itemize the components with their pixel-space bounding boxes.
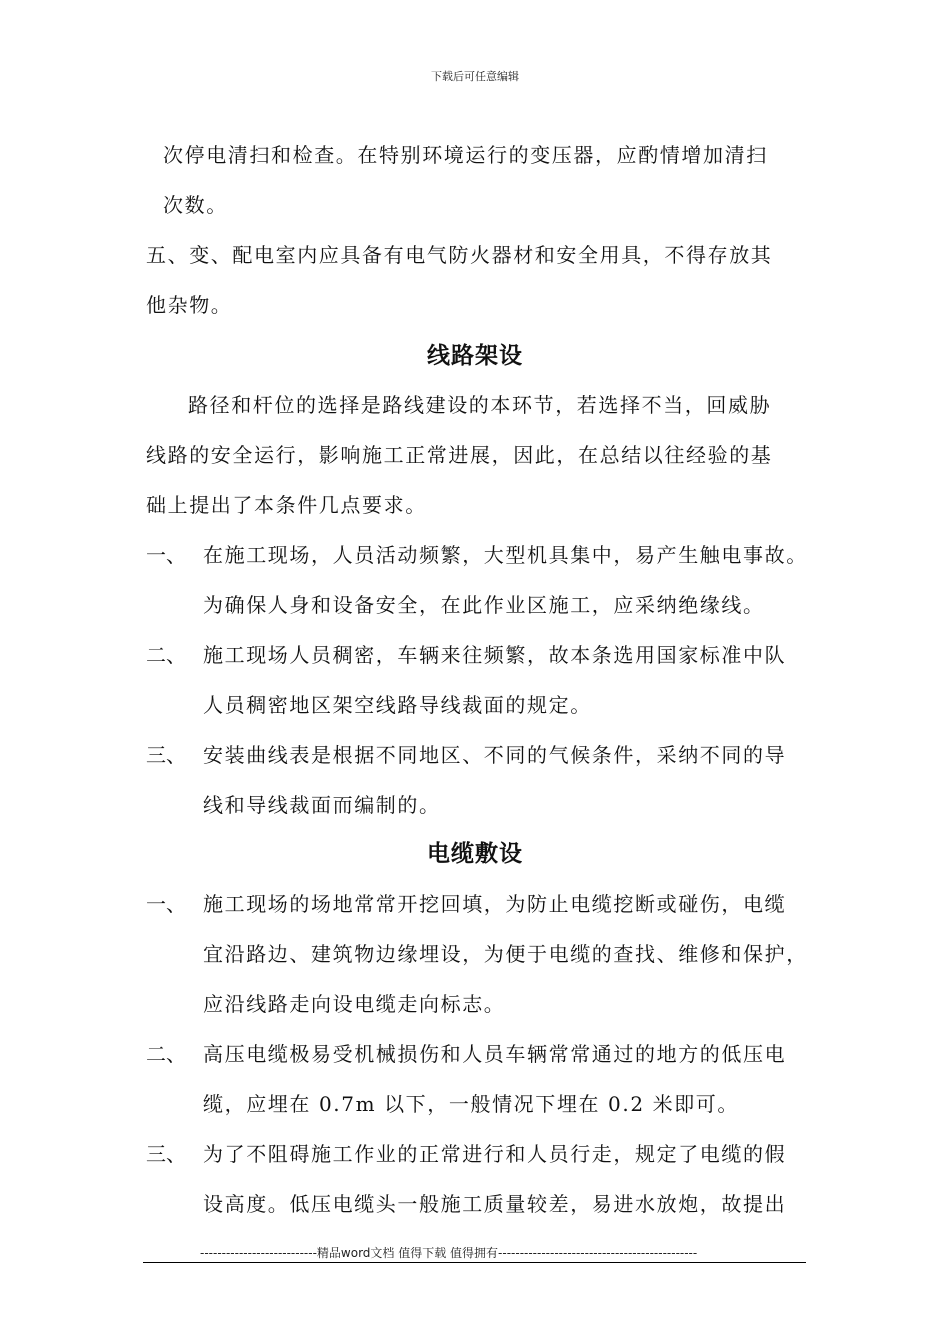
list-item-line: 线和导线裁面而编制的。	[203, 793, 441, 817]
list-item-line: 为了不阻碍施工作业的正常进行和人员行走，规定了电缆的假	[203, 1142, 787, 1166]
footer-rule	[143, 1262, 806, 1263]
list-number: 一、	[146, 543, 186, 567]
paragraph-line: 础上提出了本条件几点要求。	[146, 493, 427, 517]
list-number: 三、	[146, 1142, 186, 1166]
list-number: 二、	[146, 1042, 186, 1066]
page-header: 下载后可任意编辑	[431, 70, 519, 83]
list-item-line: 在施工现场，人员活动频繁，大型机具集中，易产生触电事故。	[203, 543, 808, 567]
paragraph-line: 五、变、配电室内应具备有电气防火器材和安全用具，不得存放其	[146, 243, 773, 267]
paragraph-line: 次停电清扫和检查。在特别环境运行的变压器，应酌情增加清扫	[163, 143, 768, 167]
paragraph-line: 线路的安全运行，影响施工正常进展，因此，在总结以往经验的基	[146, 443, 773, 467]
paragraph-line: 次数。	[163, 193, 228, 217]
list-item-line: 宜沿路边、建筑物边缘埋设，为便于电缆的查找、维修和保护，	[203, 942, 808, 966]
list-item-line: 施工现场人员稠密，车辆来往频繁，故本条选用国家标准中队	[203, 643, 787, 667]
section-title-cable-laying: 电缆敷设	[427, 841, 523, 867]
list-item-line: 施工现场的场地常常开挖回填，为防止电缆挖断或碰伤，电缆	[203, 892, 787, 916]
list-item-line: 安装曲线表是根据不同地区、不同的气候条件，采纳不同的导	[203, 743, 787, 767]
page-footer: ---------------------------精品word文档 值得下载 值得拥有----------------------------------------------	[200, 1246, 698, 1260]
list-item-line: 人员稠密地区架空线路导线裁面的规定。	[203, 693, 592, 717]
list-item-line: 设高度。低压电缆头一般施工质量较差，易进水放炮，故提出	[203, 1192, 787, 1216]
list-item-line: 高压电缆极易受机械损伤和人员车辆常常通过的地方的低压电	[203, 1042, 787, 1066]
section-title-line-erection: 线路架设	[427, 343, 523, 369]
list-number: 一、	[146, 892, 186, 916]
list-number: 三、	[146, 743, 186, 767]
paragraph-line: 路径和杆位的选择是路线建设的本环节，若选择不当，回威胁	[188, 393, 772, 417]
list-number: 二、	[146, 643, 186, 667]
list-item-line: 应沿线路走向设电缆走向标志。	[203, 992, 506, 1016]
paragraph-line: 他杂物。	[146, 293, 233, 317]
list-item-line: 为确保人身和设备安全，在此作业区施工，应采纳绝缘线。	[203, 593, 765, 617]
list-item-line: 缆，应埋在 0.7m 以下，一般情况下埋在 0.2 米即可。	[203, 1092, 740, 1116]
